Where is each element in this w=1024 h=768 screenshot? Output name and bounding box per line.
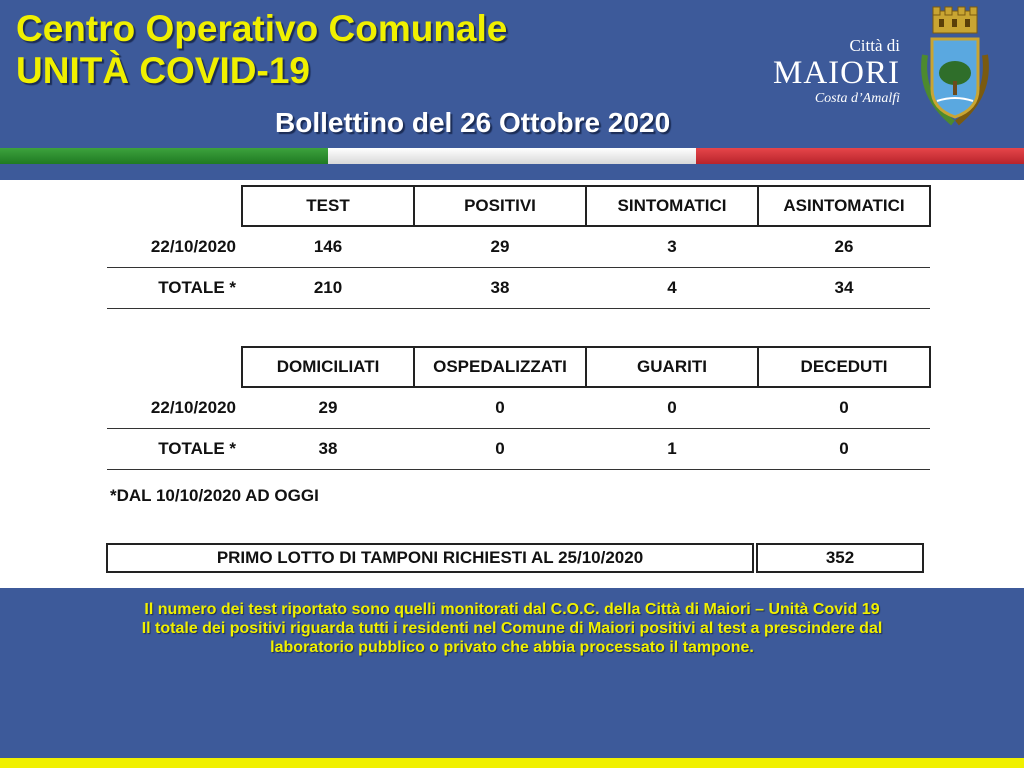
- row-label-text: TOTALE *: [158, 439, 236, 458]
- bottom-yellow-bar: [0, 758, 1024, 768]
- row-label: [107, 387, 242, 429]
- row-label-text: 22/10/2020: [150, 236, 236, 256]
- table-row: [107, 226, 930, 268]
- table-row: [107, 429, 930, 470]
- empty-corner-cell: [107, 186, 242, 226]
- footer-banner: [0, 588, 1024, 758]
- header-banner: [0, 0, 1024, 148]
- table-header-row: [107, 186, 930, 226]
- row-label-text: 22/10/2020: [150, 397, 236, 417]
- header-bottom-strip: [0, 164, 1024, 180]
- city-prefix: Città di: [849, 36, 900, 55]
- main-content: [0, 180, 1024, 588]
- swab-batch-box: [106, 543, 924, 571]
- table-cell: 29: [242, 387, 414, 429]
- table-cell: 26: [758, 226, 930, 268]
- table-cell: 3: [586, 226, 758, 268]
- row-label: [107, 429, 242, 470]
- table-cell: 38: [242, 429, 414, 470]
- table-cell: 4: [586, 268, 758, 309]
- coat-of-arms-icon: [915, 5, 995, 133]
- table-row: [107, 387, 930, 429]
- footer-text: [0, 600, 1024, 657]
- footer-line-2: Il totale dei positivi riguarda tutti i residenti nel Comune di Maiori positivi al test a prescindere dal: [141, 620, 883, 637]
- column-header: TEST: [242, 186, 414, 226]
- column-header: ASINTOMATICI: [758, 186, 930, 226]
- footer-line-1: Il numero dei test riportato sono quelli monitorati dal C.O.C. della Città di Maiori – Unità Covid 19: [144, 601, 880, 618]
- table-status: [107, 346, 931, 470]
- row-label: [107, 226, 242, 268]
- empty-corner-cell: [107, 347, 242, 387]
- title-line-2: UNITÀ COVID-19: [16, 50, 310, 91]
- table-cases: [107, 185, 931, 309]
- table-header-row: [107, 347, 930, 387]
- column-header: DECEDUTI: [758, 347, 930, 387]
- table-cell: 1: [586, 429, 758, 470]
- table-cell: 34: [758, 268, 930, 309]
- title-line-1: Centro Operativo Comunale: [16, 8, 508, 49]
- column-header: DOMICILIATI: [242, 347, 414, 387]
- column-header: POSITIVI: [414, 186, 586, 226]
- italian-flag-stripe: [0, 148, 1024, 164]
- flag-white: [328, 148, 696, 164]
- table-cell: 0: [414, 429, 586, 470]
- flag-green: [0, 148, 328, 164]
- column-header: GUARITI: [586, 347, 758, 387]
- table-cell: 0: [586, 387, 758, 429]
- swab-batch-label: PRIMO LOTTO DI TAMPONI RICHIESTI AL 25/10/2020: [106, 543, 754, 573]
- table-cell: 210: [242, 268, 414, 309]
- page-title: [16, 8, 507, 92]
- row-label-text: TOTALE *: [158, 278, 236, 297]
- table-cell: 29: [414, 226, 586, 268]
- city-logo-text: [750, 36, 900, 108]
- table-row: [107, 268, 930, 309]
- flag-red: [696, 148, 1024, 164]
- swab-batch-value: 352: [756, 543, 924, 573]
- footer-line-3: laboratorio pubblico o privato che abbia processato il tampone.: [270, 639, 754, 656]
- footnote: *DAL 10/10/2020 AD OGGI: [110, 486, 319, 505]
- city-name: MAIORI: [773, 55, 900, 91]
- table-cell: 0: [758, 387, 930, 429]
- row-label: [107, 268, 242, 309]
- bulletin-date: Bollettino del 26 Ottobre 2020: [275, 107, 671, 138]
- column-header: SINTOMATICI: [586, 186, 758, 226]
- table-cell: 38: [414, 268, 586, 309]
- city-subtitle: Costa d’Amalfi: [814, 91, 900, 106]
- table-cell: 0: [414, 387, 586, 429]
- column-header: OSPEDALIZZATI: [414, 347, 586, 387]
- table-cell: 0: [758, 429, 930, 470]
- table-cell: 146: [242, 226, 414, 268]
